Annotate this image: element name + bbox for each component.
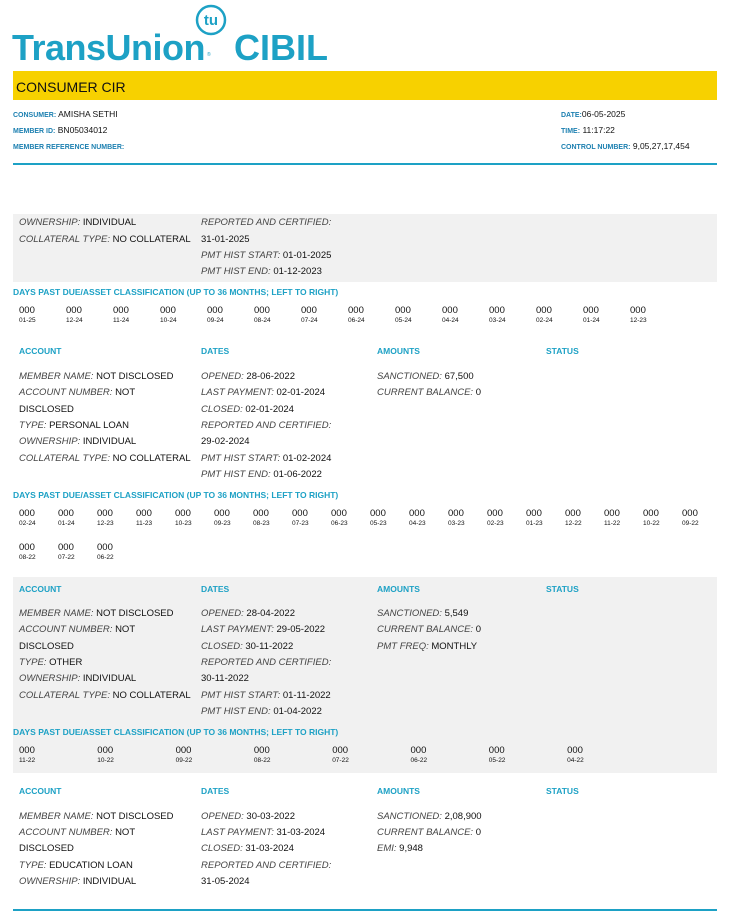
dpd-month: 09-22 — [682, 520, 699, 527]
dpd-month: 01-23 — [526, 520, 543, 527]
dpd-value: 000 — [536, 305, 552, 316]
member-ref-row: MEMBER REFERENCE NUMBER: — [13, 144, 125, 151]
dpd-month: 09-22 — [175, 757, 193, 764]
dpd-month: 11-22 — [604, 520, 621, 527]
acc0-pmt-start: PMT HIST START: 01-01-2025 — [201, 250, 332, 261]
acc2-status-header: STATUS — [546, 584, 579, 594]
acc2-member-name: MEMBER NAME: NOT DISCLOSED — [19, 608, 174, 619]
dpd-value: 000 — [97, 508, 113, 519]
acc2-ownership: OWNERSHIP: INDIVIDUAL — [19, 673, 137, 684]
dpd-value: 000 — [253, 745, 270, 756]
dpd-value: 000 — [630, 305, 646, 316]
acc2-current-balance: CURRENT BALANCE: 0 — [377, 624, 482, 635]
dpd-month: 01-24 — [58, 520, 75, 527]
acc3-closed: CLOSED: 31-03-2024 — [201, 843, 294, 854]
dpd-value: 000 — [58, 542, 74, 553]
dpd-month: 02-24 — [19, 520, 36, 527]
dpd-value: 000 — [97, 745, 114, 756]
dpd-value: 000 — [565, 508, 581, 519]
dpd-month: 06-22 — [97, 554, 114, 561]
dpd-value: 000 — [370, 508, 386, 519]
dpd-value: 000 — [19, 745, 35, 756]
dpd-cell — [19, 508, 36, 528]
dpd-cell — [332, 745, 349, 765]
acc2-opened: OPENED: 28-04-2022 — [201, 608, 296, 619]
acc1-closed: CLOSED: 02-01-2024 — [201, 404, 294, 415]
acc3-dates-header: DATES — [201, 786, 230, 796]
transunion-wordmark: TransUnion — [12, 27, 206, 68]
dpd-value: 000 — [214, 508, 230, 519]
dpd-value: 000 — [292, 508, 308, 519]
dpd-month: 06-23 — [331, 520, 348, 527]
dpd-cell — [19, 745, 35, 765]
acc1-dates-header: DATES — [201, 346, 230, 356]
acc1-opened: OPENED: 28-06-2022 — [201, 371, 296, 382]
acc2-pmt-freq: PMT FREQ: MONTHLY — [377, 641, 478, 652]
dpd-value: 000 — [175, 745, 192, 756]
dpd-month: 12-23 — [97, 520, 114, 527]
dpd-value: 000 — [301, 305, 317, 316]
dpd-month: 06-22 — [410, 757, 428, 764]
dpd-month: 11-23 — [136, 520, 153, 527]
dpd-value: 000 — [567, 745, 583, 756]
dpd-value: 000 — [489, 305, 505, 316]
acc1-dpd-title: DAYS PAST DUE/ASSET CLASSIFICATION (UP TO 36 MONTHS; LEFT TO RIGHT) — [13, 490, 339, 500]
acc0-ownership: OWNERSHIP: INDIVIDUAL — [19, 217, 137, 228]
acc3-reported-value: 31-05-2024 — [201, 876, 250, 887]
acc1-account-number-2: DISCLOSED — [19, 404, 74, 415]
dpd-value: 000 — [160, 305, 176, 316]
acc1-type: TYPE: PERSONAL LOAN — [19, 420, 129, 431]
acc3-account-number-2: DISCLOSED — [19, 843, 74, 854]
dpd-cell — [254, 305, 271, 325]
dpd-month: 03-24 — [489, 317, 506, 324]
dpd-cell — [411, 745, 428, 765]
acc0-collateral: COLLATERAL TYPE: NO COLLATERAL — [19, 234, 191, 245]
dpd-cell — [207, 305, 224, 325]
dpd-month: 09-24 — [207, 317, 224, 324]
dpd-month: 12-22 — [565, 520, 582, 527]
dpd-cell — [292, 508, 309, 528]
acc1-collateral: COLLATERAL TYPE: NO COLLATERAL — [19, 453, 191, 464]
dpd-month: 10-22 — [643, 520, 660, 527]
acc0-reported-label: REPORTED AND CERTIFIED: — [201, 217, 332, 228]
acc3-opened: OPENED: 30-03-2022 — [201, 811, 296, 822]
dpd-value: 000 — [113, 305, 129, 316]
dpd-value: 000 — [66, 305, 82, 316]
dpd-cell — [565, 508, 582, 528]
dpd-cell — [409, 508, 426, 528]
date-row: DATE:06-05-2025 — [561, 109, 626, 119]
dpd-cell — [536, 305, 553, 325]
dpd-cell — [604, 508, 620, 528]
acc3-member-name: MEMBER NAME: NOT DISCLOSED — [19, 811, 174, 822]
acc2-pmt-end: PMT HIST END: 01-04-2022 — [201, 706, 322, 717]
dpd-cell — [58, 542, 75, 562]
dpd-cell — [66, 305, 83, 325]
acc2-dpd-title: DAYS PAST DUE/ASSET CLASSIFICATION (UP TO 36 MONTHS; LEFT TO RIGHT) — [13, 727, 339, 737]
dpd-cell — [442, 305, 459, 325]
dpd-cell — [176, 745, 193, 765]
dpd-month: 10-22 — [97, 757, 114, 764]
dpd-cell — [19, 305, 36, 325]
report-title: CONSUMER CIR — [16, 79, 126, 95]
dpd-month: 11-22 — [19, 757, 36, 764]
dpd-cell — [113, 305, 129, 325]
acc1-account-number: ACCOUNT NUMBER: NOT — [19, 387, 136, 398]
dpd-cell — [253, 508, 270, 528]
dpd-month: 08-24 — [254, 317, 271, 324]
report-title-bar — [13, 71, 717, 100]
dpd-cell — [489, 305, 506, 325]
dpd-month: 05-23 — [370, 520, 387, 527]
acc0-dpd-title: DAYS PAST DUE/ASSET CLASSIFICATION (UP TO 36 MONTHS; LEFT TO RIGHT) — [13, 287, 339, 297]
dpd-cell — [19, 542, 36, 562]
dpd-value: 000 — [410, 745, 427, 756]
dpd-month: 04-23 — [409, 520, 426, 527]
acc1-current-balance: CURRENT BALANCE: 0 — [377, 387, 482, 398]
dpd-month: 02-24 — [536, 317, 553, 324]
dpd-cell — [254, 745, 271, 765]
dpd-month: 08-22 — [19, 554, 36, 561]
dpd-month: 07-22 — [332, 757, 349, 764]
dpd-value: 000 — [331, 508, 347, 519]
acc1-account-header: ACCOUNT — [19, 346, 62, 356]
dpd-value: 000 — [253, 508, 269, 519]
dpd-cell — [97, 745, 114, 765]
dpd-value: 000 — [487, 508, 503, 519]
dpd-month: 08-22 — [253, 757, 271, 764]
dpd-value: 000 — [409, 508, 425, 519]
acc2-reported-value: 30-11-2022 — [201, 673, 249, 684]
dpd-value: 000 — [643, 508, 659, 519]
acc1-ownership: OWNERSHIP: INDIVIDUAL — [19, 436, 137, 447]
acc0-reported-value: 31-01-2025 — [201, 234, 250, 245]
acc2-type: TYPE: OTHER — [19, 657, 83, 668]
dpd-cell — [301, 305, 318, 325]
dpd-cell — [348, 305, 365, 325]
acc3-amounts-header: AMOUNTS — [377, 786, 420, 796]
dpd-cell — [58, 508, 75, 528]
dpd-value: 000 — [332, 745, 349, 756]
dpd-month: 03-23 — [448, 520, 465, 527]
acc3-current-balance: CURRENT BALANCE: 0 — [377, 827, 482, 838]
acc0-pmt-end: PMT HIST END: 01-12-2023 — [201, 266, 322, 277]
dpd-value: 000 — [136, 508, 152, 519]
dpd-month: 10-23 — [175, 520, 192, 527]
dpd-value: 000 — [207, 305, 223, 316]
acc2-last-payment: LAST PAYMENT: 29-05-2022 — [201, 624, 326, 635]
dpd-value: 000 — [19, 542, 35, 553]
dpd-month: 05-24 — [395, 317, 412, 324]
dpd-value: 000 — [19, 305, 35, 316]
acc1-reported-label: REPORTED AND CERTIFIED: — [201, 420, 332, 431]
acc1-pmt-end: PMT HIST END: 01-06-2022 — [201, 469, 322, 480]
acc2-dates-header: DATES — [201, 584, 230, 594]
acc1-status-header: STATUS — [546, 346, 579, 356]
dpd-cell — [370, 508, 387, 528]
dpd-month: 01-24 — [583, 317, 600, 324]
acc2-amounts-header: AMOUNTS — [377, 584, 420, 594]
dpd-cell — [643, 508, 660, 528]
dpd-cell — [526, 508, 543, 528]
time-row: TIME: 11:17:22 — [561, 125, 615, 135]
acc1-pmt-start: PMT HIST START: 01-02-2024 — [201, 453, 332, 464]
dpd-cell — [489, 745, 506, 765]
dpd-month: 07-22 — [58, 554, 75, 561]
control-number-row: CONTROL NUMBER: 9,05,27,17,454 — [561, 141, 690, 151]
acc2-closed: CLOSED: 30-11-2022 — [201, 641, 294, 652]
dpd-month: 07-23 — [292, 520, 309, 527]
acc2-sanctioned: SANCTIONED: 5,549 — [377, 608, 469, 619]
dpd-cell — [97, 508, 114, 528]
acc1-last-payment: LAST PAYMENT: 02-01-2024 — [201, 387, 326, 398]
dpd-cell — [583, 305, 600, 325]
dpd-month: 09-23 — [214, 520, 231, 527]
dpd-value: 000 — [604, 508, 620, 519]
acc3-last-payment: LAST PAYMENT: 31-03-2024 — [201, 827, 326, 838]
dpd-cell — [97, 542, 114, 562]
dpd-month: 02-23 — [487, 520, 504, 527]
dpd-cell — [175, 508, 192, 528]
tu-badge-text: tu — [203, 12, 219, 29]
acc3-ownership: OWNERSHIP: INDIVIDUAL — [19, 876, 137, 887]
dpd-value: 000 — [442, 305, 458, 316]
dpd-cell — [448, 508, 465, 528]
dpd-value: 000 — [58, 508, 74, 519]
dpd-value: 000 — [19, 508, 35, 519]
dpd-month: 04-22 — [567, 757, 584, 764]
dpd-value: 000 — [254, 305, 270, 316]
acc3-account-header: ACCOUNT — [19, 786, 62, 796]
acc1-sanctioned: SANCTIONED: 67,500 — [377, 371, 474, 382]
dpd-cell — [214, 508, 231, 528]
divider — [13, 163, 717, 165]
dpd-cell — [630, 305, 647, 325]
dpd-value: 000 — [348, 305, 364, 316]
dpd-value: 000 — [175, 508, 191, 519]
dpd-value: 000 — [395, 305, 411, 316]
dpd-value: 000 — [448, 508, 464, 519]
tu-badge-icon — [195, 4, 227, 36]
acc3-reported-label: REPORTED AND CERTIFIED: — [201, 860, 332, 871]
bottom-divider — [13, 909, 717, 911]
dpd-month: 12-23 — [630, 317, 647, 324]
acc1-member-name: MEMBER NAME: NOT DISCLOSED — [19, 371, 174, 382]
dpd-month: 07-24 — [301, 317, 318, 324]
acc2-account-number: ACCOUNT NUMBER: NOT — [19, 624, 136, 635]
dpd-cell — [487, 508, 504, 528]
acc3-emi: EMI: 9,948 — [377, 843, 423, 854]
dpd-value: 000 — [583, 305, 599, 316]
dpd-cell — [136, 508, 152, 528]
acc2-account-number-2: DISCLOSED — [19, 641, 74, 652]
dpd-value: 000 — [526, 508, 542, 519]
dpd-cell — [395, 305, 412, 325]
dpd-month: 04-24 — [442, 317, 459, 324]
dpd-cell — [331, 508, 348, 528]
member-id-row: MEMBER ID: BN05034012 — [13, 125, 108, 135]
dpd-month: 01-25 — [19, 317, 36, 324]
dpd-cell — [160, 305, 177, 325]
acc2-reported-label: REPORTED AND CERTIFIED: — [201, 657, 332, 668]
dpd-value: 000 — [97, 542, 113, 553]
acc1-amounts-header: AMOUNTS — [377, 346, 420, 356]
dpd-value: 000 — [488, 745, 505, 756]
acc3-type: TYPE: EDUCATION LOAN — [19, 860, 133, 871]
dpd-month: 08-23 — [253, 520, 270, 527]
dpd-month: 06-24 — [348, 317, 365, 324]
dpd-month: 10-24 — [160, 317, 177, 324]
acc2-collateral: COLLATERAL TYPE: NO COLLATERAL — [19, 690, 191, 701]
acc2-pmt-start: PMT HIST START: 01-11-2022 — [201, 690, 331, 701]
dpd-cell — [567, 745, 584, 765]
cibil-wordmark: CIBIL — [234, 27, 328, 68]
dpd-value: 000 — [682, 508, 698, 519]
dpd-month: 11-24 — [113, 317, 130, 324]
acc1-reported-value: 29-02-2024 — [201, 436, 250, 447]
acc3-sanctioned: SANCTIONED: 2,08,900 — [377, 811, 482, 822]
acc3-status-header: STATUS — [546, 786, 579, 796]
dpd-month: 12-24 — [66, 317, 83, 324]
dpd-cell — [682, 508, 699, 528]
dpd-month: 05-22 — [488, 757, 506, 764]
consumer-row: CONSUMER: AMISHA SETHI — [13, 109, 118, 119]
acc2-account-header: ACCOUNT — [19, 584, 62, 594]
acc3-account-number: ACCOUNT NUMBER: NOT — [19, 827, 136, 838]
trademark-mark: ® — [207, 52, 211, 58]
